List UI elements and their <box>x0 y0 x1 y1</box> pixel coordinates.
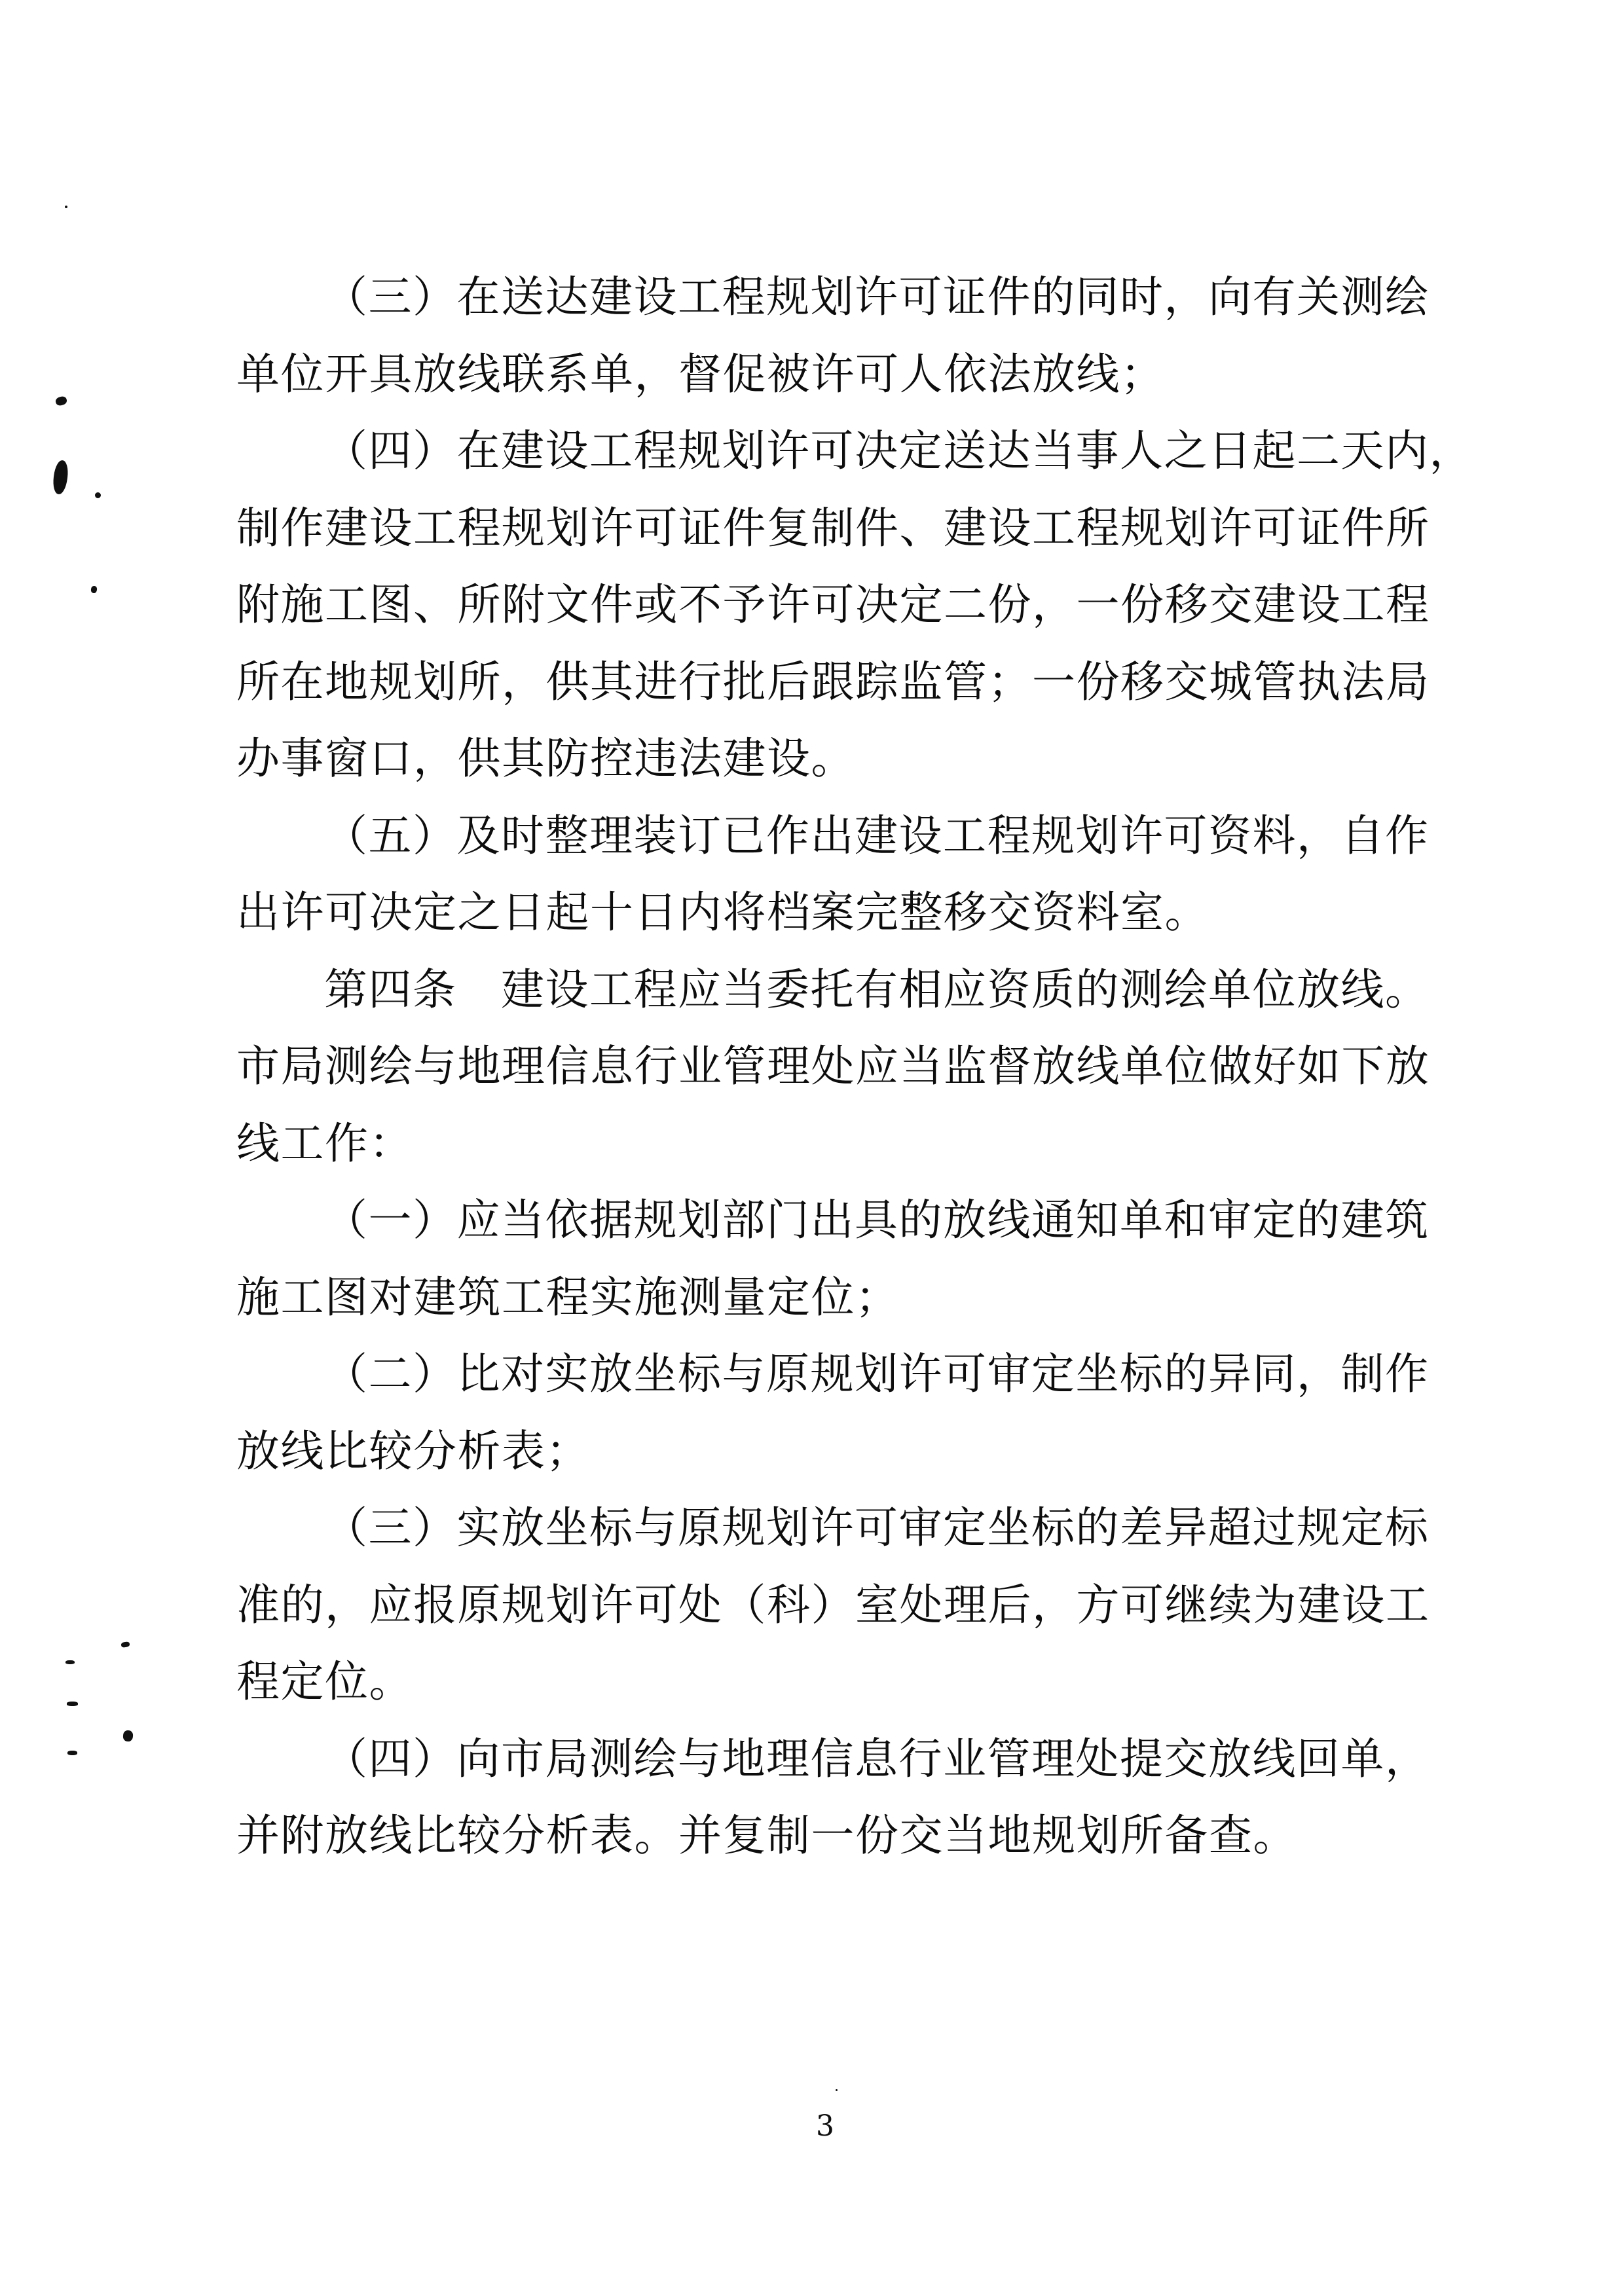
text-line: 附施工图、所附文件或不予许可决定二份，一份移交建设工程 <box>236 579 1430 630</box>
text-line: 准的，应报原规划许可处（科）室处理后，方可继续为建设工 <box>236 1579 1430 1630</box>
ink-mark <box>67 1751 77 1755</box>
text-line: （一）应当依据规划部门出具的放线通知单和审定的建筑 <box>324 1195 1430 1245</box>
document-body-text <box>236 259 1473 1874</box>
text-line: （五）及时整理装订已作出建设工程规划许可资料，自作 <box>324 810 1430 861</box>
text-line: 并附放线比较分析表。并复制一份交当地规划所备查。 <box>236 1810 1297 1861</box>
text-line: （四）向市局测绘与地理信息行业管理处提交放线回单， <box>324 1733 1430 1784</box>
text-line: 线工作： <box>236 1118 413 1169</box>
text-line: （四）在建设工程规划许可决定送达当事人之日起二天内， <box>324 426 1473 476</box>
ink-mark <box>65 206 67 208</box>
text-line: 放线比较分析表； <box>236 1425 590 1476</box>
ink-mark <box>55 395 68 407</box>
ink-mark <box>95 492 101 498</box>
text-line: 出许可决定之日起十日内将档案完整移交资料室。 <box>236 887 1209 938</box>
text-line: 制作建设工程规划许可证件复制件、建设工程规划许可证件所 <box>236 502 1430 553</box>
ink-mark <box>52 460 69 495</box>
text-line: 办事窗口，供其防控违法建设。 <box>236 733 855 784</box>
text-line: 第四条 建设工程应当委托有相应资质的测绘单位放线。 <box>324 964 1430 1015</box>
ink-mark <box>65 1660 75 1664</box>
page-number: 3 <box>816 2109 834 2143</box>
ink-mark <box>836 2089 838 2091</box>
ink-mark <box>90 585 98 593</box>
text-line: 程定位。 <box>236 1656 413 1707</box>
ink-mark <box>120 1641 130 1648</box>
text-line: （二）比对实放坐标与原规划许可审定坐标的异同，制作 <box>324 1349 1430 1399</box>
ink-mark <box>122 1730 133 1741</box>
ink-mark <box>67 1702 78 1706</box>
text-line: （三）在送达建设工程规划许可证件的同时，向有关测绘 <box>324 272 1430 322</box>
text-line: 市局测绘与地理信息行业管理处应当监督放线单位做好如下放 <box>236 1041 1430 1091</box>
text-line: 单位开具放线联系单，督促被许可人依法放线； <box>236 348 1165 399</box>
text-line: 施工图对建筑工程实施测量定位； <box>236 1271 900 1322</box>
text-line: 所在地规划所，供其进行批后跟踪监管；一份移交城管执法局 <box>236 656 1430 707</box>
text-line: （三）实放坐标与原规划许可审定坐标的差异超过规定标 <box>324 1503 1430 1553</box>
